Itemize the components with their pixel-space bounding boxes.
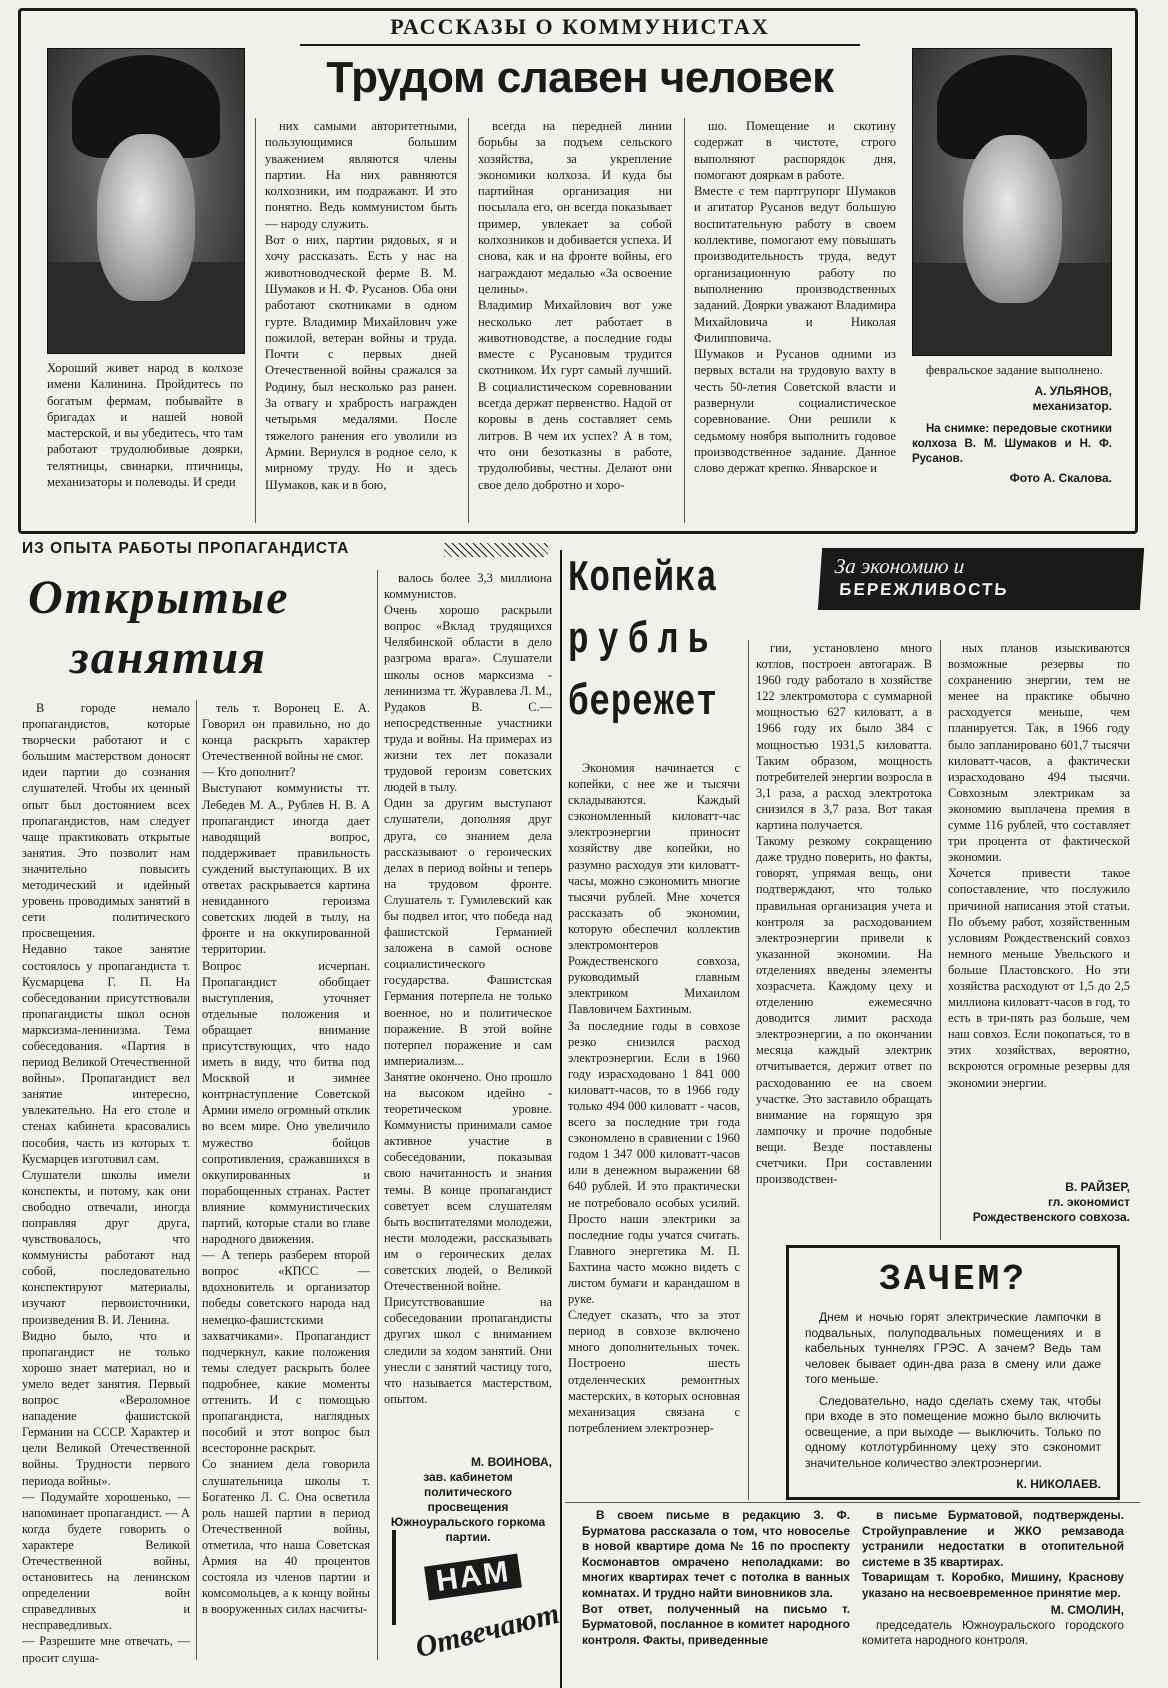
middle-author: В. РАЙЗЕР, bbox=[1065, 1180, 1130, 1194]
left-col-3-text: валось более 3,3 миллиона коммунистов. Очень хорошо раскрыли вопрос «Вклад трудящихся Челябинской области в дело разгрома врага». Слушатели школы основ марксизма - ленинизма тт. Журавлева Л. М., Рудаков В. С.— непосредственные участники труда и войны. На примерах из жизни тех лет показали трудовой героизм советских людей в тылу. Один за другим выступают слушатели, дополняя друг друга, со знанием дела рассказывают о героических делах в период войны и теперь на трудовом фронте. Слушатель т. Гумилевский как бы подвел итог, что победа над фашистской Германией заложена в самой основе социалистического государства. Фашистская Германия потерпела не только военное, но и политическое поражение. В этой войне потерпел поражение и сам империализм... Занятие окончено. Оно прошло на высоком идейно - теоретическом уровне. Коммунисты принимали самое активное участие в собеседовании, показывая свою начитанность и знания темы. В конце пропагандист советует всем слушателям быть воспитателями молодежи, нести молодежи, рассказывать им о героических делах советских людей, о Великой Отечественной войне. Присутствовавшие на собеседовании пропагандисты других школ с вниманием следили за ходом занятий. Они унесли с занятий частицу того, что называется мастерством, опытом. bbox=[384, 571, 552, 1406]
top-photo-credit: Фото А. Скалова. bbox=[1009, 471, 1112, 486]
economy-rubric-line1: За экономию и bbox=[834, 554, 966, 578]
middle-title-line2: рубль bbox=[568, 616, 718, 666]
zachem-box bbox=[786, 1245, 1120, 1500]
top-col-rule bbox=[468, 118, 469, 523]
top-col-4 bbox=[694, 118, 896, 528]
middle-signature bbox=[948, 1180, 1130, 1225]
top-article-title: Трудом славен человек bbox=[326, 53, 834, 102]
answer-logo bbox=[392, 1530, 572, 1670]
top-author: А. УЛЬЯНОВ, bbox=[1034, 384, 1112, 399]
middle-title-line3: бережет bbox=[568, 678, 718, 728]
top-col-4-text: шо. Помещение и скотину содержат в чистоте, строго выполняют распорядок дня, помогают дояркам в работе. Вместе с тем партгрупорг Шумаков и агитатор Русанов ведут большую воспитательную работу в своем коллективе, помогают ему повышать производительность труда, ведут организационную работу по выполнению производственных заданий. Доярки уважают Владимира Михайловича и Николая Филипповича. Шумаков и Русанов одними из первых встали на трудовую вахту в честь 50-летия Советской власти и развернули социалистическое соревнование. Они решили к седьмому ноября выполнить годовое производственное задание. Данное слово держат крепко. Январское и bbox=[694, 119, 896, 476]
left-col-2 bbox=[202, 700, 370, 1665]
middle-article-title bbox=[568, 548, 718, 734]
middle-col-2 bbox=[756, 640, 932, 1240]
top-photo-caption: На снимке: передовые скотники колхоза В. М. Шумаков и Н. Ф. Русанов. bbox=[912, 423, 1112, 466]
left-rubric: ИЗ ОПЫТА РАБОТЫ ПРОПАГАНДИСТА bbox=[22, 540, 350, 557]
top-rubric-rule bbox=[300, 44, 860, 46]
middle-col-1-text: Экономия начинается с копейки, с нее же и тысячи складываются. Каждый сэкономленный киловатт-час электроэнергии приносит хозяйству две копейки, но разумно расходуя эти киловатт-часы, можно сэкономить многие тысячи рублей. Мне хочется рассказать об экономии, которую обеспечил коллектив электромонтеров Рождественского совхоза, руководимый главным электриком Михаилом Павловичем Бахтиным. За последние годы в совхозе резко снизился расход электроэнергии. Если в 1960 году израсходовано 1 841 000 киловатт-часов, то в 1966 году только 494 000 киловатт - часов, всего за последние три года сэкономлено в сравнении с 1960 годом 1 347 000 киловатт-часов или в денежном выражении 68 640 рублей. И это практически не потребовало особых усилий. Просто наши электрики за последние годы учатся считать. Главного энергетика М. П. Бахтина часто можно видеть с листом бумаги и карандашом в руке. Следует сказать, что за этот период в совхозе включено много дополнительных точек. Построено шесть отделенческих ремонтных мастерских, в которых основная механизация связана с потреблением электроэнер- bbox=[568, 761, 740, 1435]
answer-col-2-text: в письме Бурматовой, подтверждены. Стройуправление и ЖКО ремзавода устранили недостатки в отопительной системе в 35 квартирах. Товарищам т. Коробко, Мишину, Краснову указано на несвоевременное принятие мер. bbox=[862, 1508, 1124, 1600]
zachem-text-2: Следовательно, надо сделать схему так, чтобы при входе в это помещение можно было включить освещение, а при выходе — выключить. Только по одному котлотурбинному цеху это сэкономит значительное количество электроэнергии. bbox=[805, 1393, 1101, 1470]
top-col-3-text: всегда на передней линии борьбы за подъем сельского хозяйства, за укрепление экономики колхоза. И куда бы партийная организация ни посылала его, он всегда показывает пример, увлекает за собой колхозников и добивается успеха. И снова, как и на фронте войны, его награждают медалью «За освоение целины». Владимир Михайлович вот уже несколько лет работает в животноводстве, а последние годы вместе с Русановым трудится скотником. Их гурт самый лучший. В социалистическом соревновании всегда держат первенство. Надой от коровы в день составляет семь литров. В чем их успех? А в том, что они безотказны в работе, трудолюбивы, честны. Делают они свое дело добротно и хоро- bbox=[478, 119, 672, 492]
photo-shumakov bbox=[47, 48, 245, 354]
answer-logo-line1: НАМ bbox=[424, 1554, 522, 1601]
zachem-title: ЗАЧЕМ? bbox=[879, 1259, 1027, 1300]
top-col-1: Хороший живет народ в колхозе имени Калинина. Пройдитесь по богатым фермам, побывайте в бригадах и нашей новой мастерской, и вы убедитесь, что там работают трудолюбивые доярки, телятницы, свинарки, птичницы, механизаторы и полеводы. И среди bbox=[47, 361, 243, 490]
left-title-line1: Открытые bbox=[28, 571, 290, 624]
left-frame-rule bbox=[560, 550, 562, 1688]
answer-col-2 bbox=[862, 1508, 1124, 1683]
middle-col-1 bbox=[568, 760, 740, 1500]
top-col-rule bbox=[255, 118, 256, 523]
top-col-5 bbox=[912, 362, 1112, 522]
left-article-title bbox=[28, 568, 388, 688]
answer-author: М. СМОЛИН, bbox=[1050, 1602, 1124, 1617]
top-rubric: РАССКАЗЫ О КОММУНИСТАХ bbox=[390, 14, 770, 39]
photo-rusanov bbox=[912, 48, 1112, 356]
top-col-rule bbox=[684, 118, 685, 523]
left-author: М. ВОИНОВА, bbox=[470, 1455, 552, 1469]
zachem-author: К. НИКОЛАЕВ. bbox=[1016, 1477, 1101, 1491]
answer-col-1 bbox=[582, 1508, 850, 1680]
answer-col-1-text: В своем письме в редакцию З. Ф. Бурматова рассказала о том, что новоселье в новой квартире дома № 16 по проспекту Космонавтов омрачено неполадками: во многих квартирах течет с потолка в ванных комнатах. И трудно найти виновников зла. Вот ответ, полученный на письмо т. Бурматовой, посланное в комитет народного контроля. Факты, приведенные bbox=[582, 1508, 850, 1647]
middle-col-2-text: гии, установлено много котлов, построен автогараж. В 1960 году работало в хозяйстве 122 электромотора с суммарной мощностью 627 киловатт, а в 1966 году их было 384 с мощностью 1931,5 киловатта. Таким образом, мощность потребителей энергии возросла в 3,1 раза, а расход электротока снизился в 3,7 раза. Вот такая картина получается. Такому резкому сокращению даже трудно поверить, но факты, говорят, упрямая вещь, они подтверждают, что только правильная организация учета и контроля за расходованием электроэнергии привели к указанной экономии. На отделениях введены элементы хозрасчета. Каждому цеху и отделению ежемесячно доводится лимит расхода электроэнергии, а по окончании месяца каждый электрик отчитывается, держит ответ по расходованию ее на своем участке. Это заставило обращать внимание на горящую зря лампочку и прочие подобные вещи. Везде поставлены счетчики. При составлении производствен- bbox=[756, 641, 932, 1187]
answer-logo-bar bbox=[392, 1530, 396, 1625]
economy-rubric-line2: БЕРЕЖЛИВОСТЬ bbox=[838, 580, 1010, 599]
middle-author-role: гл. экономист Рождественского совхоза. bbox=[972, 1195, 1130, 1224]
left-col-rule bbox=[377, 570, 378, 1660]
middle-col-rule bbox=[748, 640, 749, 1500]
middle-title-line1: Копейка bbox=[568, 554, 718, 604]
top-col-2 bbox=[265, 118, 457, 528]
middle-col-3-text: ных планов изыскиваются возможные резервы по сохранению энергии, тем не менее на практике обычно расходуется меньше, чем планируется. Так, в 1966 году было запланировано 601,7 тысячи киловатт-часов, а фактически израсходовано 494 тысячи. Совхозным электрикам за экономию выплачена премия в сумме 116 рублей, что составляет три процента от фактической экономии. Хочется привести такое сопоставление, что послужило причиной написания этой статьи. По объему работ, хозяйственным условиям Рождественский совхоз немного меньше Увельского и больше Пластовского. Но эти хозяйства расходуют от 1,5 до 2,5 миллиона киловатт-часов в год, то есть в три-пять раз больше, чем наш совхоз. Если покопаться, то в этих хозяйствах, вероятно, вскроются огромные резервы для экономии энергии. bbox=[948, 641, 1130, 1090]
answer-author-role: председатель Южноуральского городского комитета народного контроля. bbox=[862, 1617, 1124, 1648]
top-col-5-text: февральское задание выполнено. bbox=[926, 363, 1103, 377]
left-col-3 bbox=[384, 570, 552, 1450]
middle-col-3 bbox=[948, 640, 1130, 1170]
zachem-text-1: Днем и ночью горят электрические лампочки в подвальных, полуподвальных помещениях и в кабельных туннелях ГРЭС. А зачем? Ведь там человек бывает один-два раза в смену или даже того меньше. bbox=[805, 1310, 1101, 1386]
left-col-2-text: тель т. Воронец Е. А. Говорил он правильно, но до конца раскрыть характер Отечественной войны не смог. — Кто дополнит? Выступают коммунисты тт. Лебедев М. А., Рублев Н. В. А пропагандист иногда дает наводящий вопрос, поддерживает правильность суждений выступающих. В их ответах раскрывается картина невиданного героизма советских людей в тылу, на фронте и на оккупированной территории. Вопрос исчерпан. Пропагандист обобщает выступления, уточняет отдельные положения и обращает внимание присутствующих, что надо иметь в виду, что битва под Москвой и зимнее контрнаступление Советской Армии имело огромный отклик во всем мире. Оно увеличило мужество бойцов сопротивления, сражавшихся в оккупированных и порабощенных странах. Растет влияние коммунистических партий, которые стали во главе народного движения. — А теперь разберем второй вопрос «КПСС — вдохновитель и организатор победы советского народа над немецко-фашистскими захватчиками». Пропагандист подчеркнул, какие положения темы следует раскрыть более подробнее, какие моменты оттенить. И с помощью пропагандиста, наглядных пособий и этот вопрос был всесторонне раскрыт. Со знанием дела говорила слушательница школы т. Богатенко Л. С. Она осветила роль нашей партии в период Отечественной войны, отметила, что наша Советская Армия на 40 процентов состояла из членов партии и комсомольцев, а к концу войны в вооруженных силах насчиты- bbox=[202, 701, 370, 1617]
left-col-1 bbox=[22, 700, 190, 1665]
left-author-role: зав. кабинетом политического просвещения Южноуральского горкома партии. bbox=[390, 1470, 546, 1544]
answer-top-rule bbox=[565, 1502, 1140, 1503]
top-author-role: механизатор. bbox=[1032, 399, 1112, 414]
economy-rubric-banner bbox=[818, 548, 1144, 610]
left-col-rule bbox=[196, 700, 197, 1660]
top-col-3 bbox=[478, 118, 672, 528]
top-col-2-text: них самыми авторитетными, пользующимися большим уважением являются члены партии. На них равняются колхозники, им подражают. И это понятно. Ведь коммунистом быть — народу служить. Вот о них, партии рядовых, я и хочу рассказать. Есть у нас на животноводческой ферме В. М. Шумаков и Н. Ф. Русанов. Оба они работают скотниками в одном гурте. Владимир Михайлович уже пожилой, ветеран войны и труда. Почти с первых дней Отечественной войны сражался за Родину, был несколько раз ранен. За отвагу и храбрость награжден четырьмя медалями. После тяжелого ранения его уволили из Армии. Вернулся в родное село, к мирному труду. Но и здесь Шумаков, как и в бою, bbox=[265, 119, 457, 492]
left-col-1-text: В городе немало пропагандистов, которые творчески работают и с большим мастерством доносят идеи партии до сознания слушателей. Чтобы их ценный опыт был достоянием всех пропагандистов, нам следует чаще практиковать открытые занятия. Это позволит нам значительно повысить методический и идейный уровень проводимых занятий в сети политического просвещения. Недавно такое занятие состоялось у пропагандиста т. Кусмарцева Г. П. На собеседовании присутствовали пропагандисты школ основ марксизма-ленинизма. Тема собеседования. «Партия в период Великой Отечественной войны». Пропагандист вел занятие интересно, увлекательно. На его столе и стенах кабинета красовались пособия, часть из которых т. Кусмарцев изготовил сам. Слушатели школы имели конспекты, и потому, как они свободно отвечали, иногда поправляя друг друга, чувствовалось, что коммунисты работают над собой, последовательно конспектируют материалы, изучают первоисточники, произведения В. И. Ленина. Видно было, что и пропагандист не только хорошо знает материал, но и умело ведет занятия. Первый вопрос «Вероломное нападение фашистской Германии на СССР. Характер и цели Великой Отечественной войны. Трудности первого периода войны». — Подумайте хорошенько, — напоминает пропагандист. — А когда будете говорить о характере Великой Отечественной войны, остановитесь на ленинском определении войн справедливых и несправедливых. — Разрешите мне отвечать, — просит слуша- bbox=[22, 701, 190, 1665]
middle-col-rule bbox=[940, 640, 941, 1240]
left-rubric-hatch bbox=[444, 543, 548, 557]
left-title-line2: занятия bbox=[70, 631, 267, 684]
answer-logo-line2: Отвечают bbox=[412, 1596, 563, 1665]
